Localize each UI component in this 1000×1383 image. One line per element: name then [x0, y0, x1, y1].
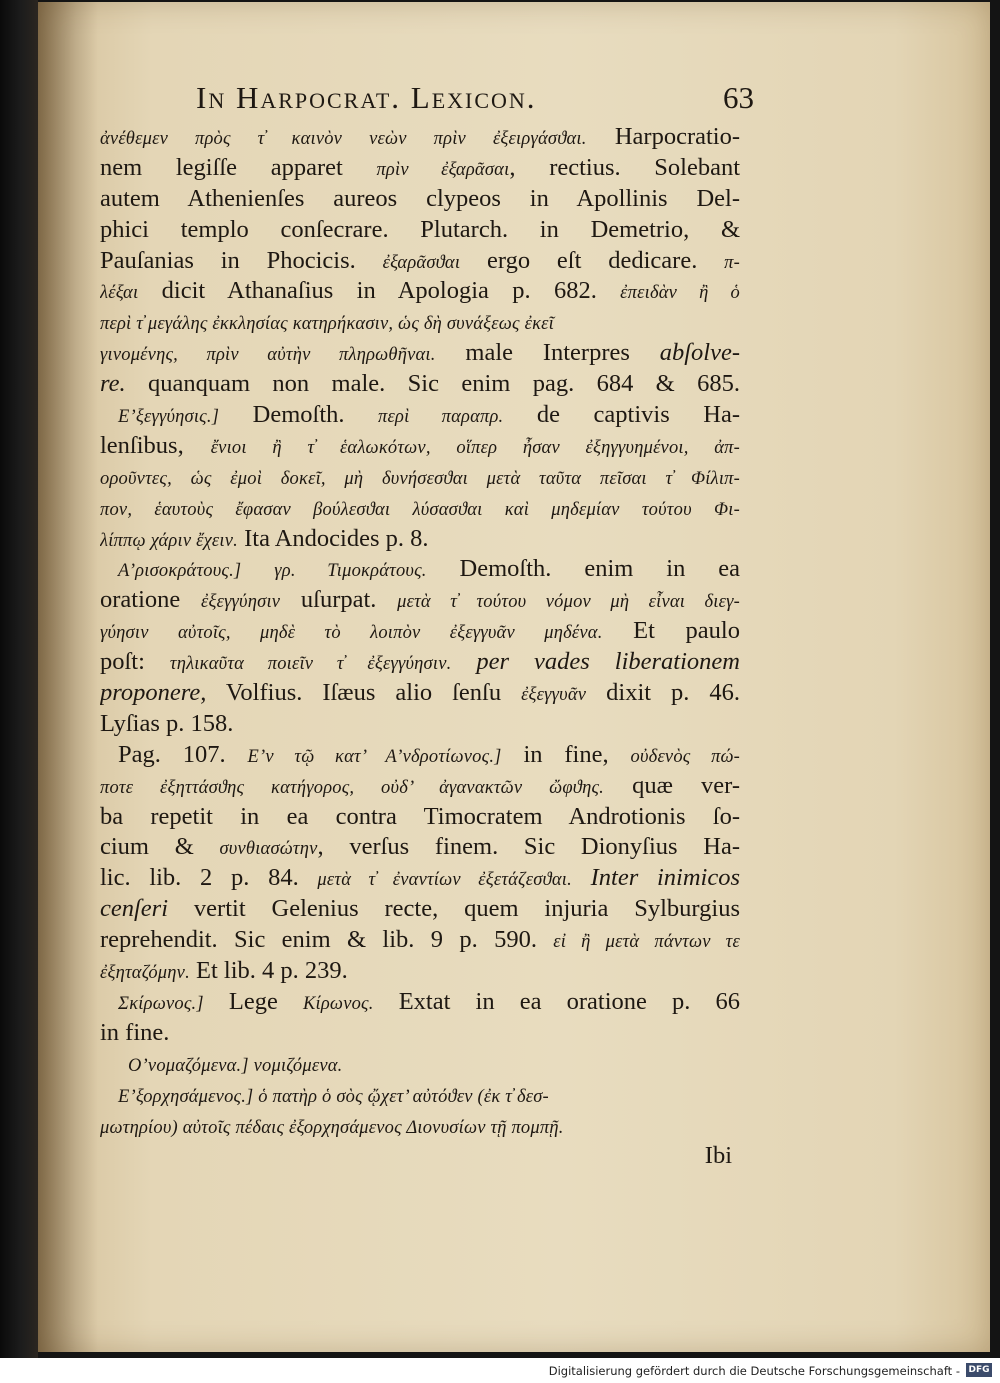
greek-text: συνθιασώτην: [219, 839, 318, 860]
italic-text: Inter inimicos: [590, 864, 740, 892]
greek-text: εἰ ἢ μετὰ πάντων τε: [553, 932, 740, 953]
page-gutter-shadow: [38, 2, 98, 1352]
text-line: [100, 678, 740, 709]
greek-text: περὶ παραπρ.: [378, 407, 504, 428]
greek-text: Ε’ξεγγύησις.]: [118, 407, 220, 428]
running-title: In Harpocrat. Lexicon.: [196, 80, 537, 115]
text-line: [100, 122, 740, 153]
italic-text: abſolve-: [659, 339, 740, 367]
latin-text: [572, 864, 591, 891]
latin-text: reprehendit. Sic enim & lib. 9 p. 590.: [100, 926, 554, 954]
footer-bar: [0, 1358, 1000, 1383]
italic-text: re.: [100, 370, 126, 398]
text-line: [100, 832, 740, 863]
greek-text: ἐξεγγυᾶν: [521, 685, 587, 706]
latin-text: Pag. 107.: [118, 740, 248, 768]
dfg-logo-icon: DFG: [966, 1363, 992, 1377]
latin-text: [241, 555, 274, 582]
page-number: 63: [723, 80, 754, 115]
text-line: [100, 276, 740, 307]
latin-text: de captivis Ha-: [503, 401, 740, 429]
latin-text: Ita Andocides p. 8.: [238, 524, 429, 552]
greek-text: ἐξεγγύησιν: [200, 592, 281, 613]
text-line: [100, 462, 740, 493]
greek-text: μετὰ τ̓ τούτου νόμον μὴ εἶναι διεγ-: [397, 592, 740, 613]
latin-text: Volfius. Iſæus alio ſenſu: [206, 679, 522, 707]
greek-text: Ε’ξορχησάμενος.] ὁ πατὴρ ὁ σὸς ᾤχετ’ αὐτόϑεν (ἐκ τ̓ δεσ-: [118, 1086, 549, 1107]
text-line: [100, 246, 740, 277]
text-line: [100, 554, 740, 585]
greek-text: γινομένης, πρὶν αὐτὴν πληρωθῆναι.: [100, 345, 436, 366]
text-line: [100, 802, 740, 833]
greek-text: ἐξαρᾶσϑαι: [382, 252, 461, 273]
greek-text: οροῦντες, ὡς ἐμοὶ δοκεῖ, μὴ δυνήσεσϑαι μετὰ ταῦτα πεῖσαι τ̓ Φίλιπ-: [100, 468, 740, 489]
greek-text: λίππῳ χάριν ἔχειν.: [100, 530, 238, 551]
latin-text: phici templo conſecrare. Plutarch. in Demetrio, &: [100, 215, 740, 243]
italic-text: per vades liberationem: [476, 648, 740, 676]
italic-text: proponere,: [100, 679, 207, 707]
text-line: [100, 709, 740, 740]
latin-text: Et lib. 4 p. 239.: [189, 957, 348, 985]
latin-text: poſt:: [100, 648, 170, 676]
text-line: [100, 369, 740, 400]
latin-text: male Interpres: [435, 339, 660, 367]
greek-text: πρὶν ἐξαρᾶσαι: [376, 159, 510, 180]
latin-text: Lyſias p. 158.: [100, 709, 234, 737]
text-line: [100, 1080, 740, 1111]
latin-text: in fine.: [100, 1018, 170, 1046]
latin-text: Demoſth.: [219, 401, 379, 429]
text-line: [100, 184, 740, 215]
greek-text: Ε’ν τῷ κατ’ Α’νδροτίωνος.]: [247, 746, 502, 767]
latin-text: ba repetit in ea contra Timocratem Androtionis ſo-: [100, 802, 740, 830]
text-line: [100, 894, 740, 925]
text-line: [100, 647, 740, 678]
latin-text: Harpocratio-: [586, 123, 740, 150]
text-line: [100, 338, 740, 369]
latin-text: quæ ver-: [604, 771, 740, 799]
greek-text: π-: [724, 252, 740, 273]
text-line: [100, 771, 740, 802]
latin-text: dixit p. 46.: [586, 679, 740, 707]
text-line: [100, 585, 740, 616]
text-line: [100, 863, 740, 894]
text-line: [100, 524, 740, 555]
latin-text: quanquam non male. Sic enim pag. 684 & 685.: [125, 370, 740, 398]
text-block: [100, 80, 754, 1172]
latin-text: , rectius. Solebant: [509, 153, 740, 181]
book-edge: [0, 0, 38, 1358]
latin-text: in fine,: [501, 740, 631, 768]
text-line: [100, 987, 740, 1018]
greek-text: γύησιν αὐτοῖς, μηδὲ τὸ λοιπὸν ἐξεγγυᾶν μηδένα.: [100, 623, 603, 644]
text-line: [100, 956, 740, 987]
text-line: [100, 925, 740, 956]
greek-text: περὶ τ̓ μεγάλης ἐκκλησίας κατηρήκασιν, ὡς δὴ συνάξεως ἐκεῖ: [100, 314, 554, 335]
greek-text: μωτηρίου) αὐτοῖς πέδαις ἐξορχησάμενος Διονυσίων τῇ πομπῇ.: [100, 1117, 564, 1138]
greek-text: ἐπειδὰν ἢ ὁ: [620, 283, 740, 304]
latin-text: [451, 648, 476, 675]
text-line: [100, 215, 740, 246]
greek-text: Σκίρωνος.]: [118, 993, 204, 1014]
latin-text: vertit Gelenius recte, quem injuria Sylburgius: [168, 895, 740, 923]
greek-text: οὐδενὸς πώ-: [630, 746, 740, 767]
greek-text: μετὰ τ̓ ἐναντίων ἐξετάζεσϑαι.: [317, 870, 572, 891]
text-line: [100, 493, 740, 524]
latin-text: dicit Athanaſius in Apologia p. 682.: [138, 277, 621, 305]
latin-text: , verſus finem. Sic Dionyſius Ha-: [317, 833, 740, 861]
latin-text: Pauſanias in Phocicis.: [100, 246, 383, 274]
body-text: [100, 122, 740, 1141]
greek-text: ἐξηταζόμην.: [100, 963, 190, 984]
text-line: [100, 1018, 740, 1049]
text-line: [100, 1111, 740, 1142]
text-line: [100, 740, 740, 771]
latin-text: uſurpat.: [280, 586, 398, 614]
latin-text: lic. lib. 2 p. 84.: [100, 864, 318, 892]
greek-text: Κίρωνος.: [302, 993, 374, 1014]
latin-text: cium &: [100, 833, 220, 861]
greek-text: Ο’νομαζόμενα.] νομιζόμενα.: [128, 1055, 343, 1076]
catchword: Ibi: [704, 1142, 732, 1170]
text-line: [100, 431, 740, 462]
latin-text: Extat in ea oratione p. 66: [373, 987, 740, 1015]
latin-text: nem legiſſe apparet: [100, 153, 377, 181]
latin-text: autem Athenienſes aureos clypeos in Apollinis Del-: [100, 184, 740, 212]
running-head: [100, 80, 754, 122]
latin-text: lenſibus,: [100, 431, 211, 459]
text-line: [100, 400, 740, 431]
greek-text: ἔνιοι ἢ τ̓ ἑαλωκότων, οἵπερ ἦσαν ἐξηγγυημένοι, ἀπ-: [210, 437, 740, 458]
greek-text: τηλικαῦτα ποιεῖν τ̓ ἐξεγγύησιν.: [169, 654, 452, 675]
text-line: [100, 616, 740, 647]
greek-text: γρ. Τιμοκράτους.: [274, 561, 427, 582]
italic-text: cenſeri: [100, 895, 169, 923]
text-line: [100, 307, 740, 338]
latin-text: ergo eſt dedicare.: [460, 246, 725, 274]
latin-text: Demoſth. enim in ea: [426, 555, 740, 583]
greek-text: ποτε ἐξηττάσϑης κατήγορος, οὐδ’ ἀγανακτῶν ὤφϑης.: [100, 777, 604, 798]
greek-text: λέξαι: [100, 283, 139, 304]
greek-text: πον, ἑαυτοὺς ἔφασαν βούλεσϑαι λύσασϑαι καὶ μηδεμίαν τούτου Φι-: [100, 499, 740, 520]
greek-text: Α’ρισοκράτους.]: [118, 561, 242, 582]
greek-text: ἀνέθεμεν πρὸς τ̓ καινὸν νεὼν πρὶν ἐξειργάσϑαι.: [100, 129, 587, 149]
latin-text: Lege: [203, 987, 303, 1015]
footer-credit: Digitalisierung gefördert durch die Deutsche Forschungsgemeinschaft -: [548, 1364, 960, 1378]
latin-text: Et paulo: [602, 617, 740, 645]
latin-text: oratione: [100, 586, 201, 614]
text-line: [100, 153, 740, 184]
text-line: [100, 1049, 740, 1080]
